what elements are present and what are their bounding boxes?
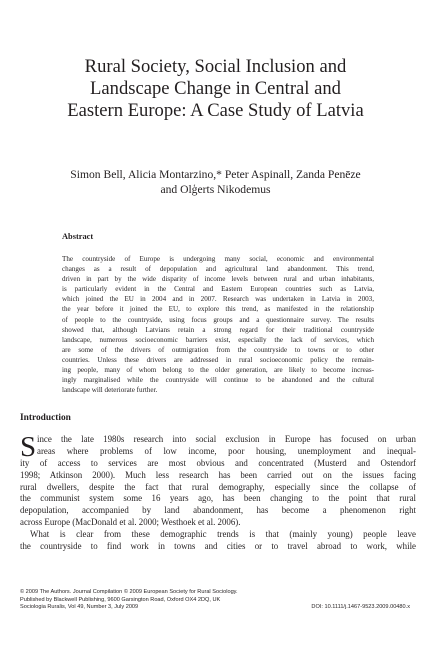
body-line: rural dwellers, despite the fact that rural demography, especially since the collapse of: [20, 481, 416, 492]
author-line: Simon Bell, Alicia Montarzino,* Peter Aspinall, Zanda Penēze: [70, 168, 361, 181]
title-line: Landscape Change in Central and: [90, 78, 341, 99]
abstract-line: are some of the drivers of outmigration from the countryside to towns or to other: [62, 345, 374, 354]
section-heading-introduction: Introduction: [20, 413, 71, 423]
abstract-line: landscape will deteriorate further.: [62, 386, 158, 395]
body-line: the communist system some 16 years ago, has been changing to the point that rural: [20, 493, 416, 504]
abstract-body: [62, 254, 374, 395]
abstract-line: ingly marginalised while the countryside will continue to be abandoned and the cultural: [62, 376, 374, 385]
abstract-line: of people to the countryside, using focus groups and a questionnaire survey. The results: [62, 315, 374, 324]
body-line: ity of access to services are most obvious and concentrated (Musterd and Ostendorf: [20, 457, 416, 468]
abstract-line: ing people, many of whom belong to the older generation, are likely to become increas-: [62, 366, 374, 375]
body-line: across Europe (MacDonald et al. 2000; Westhoek et al. 2006).: [20, 517, 241, 528]
abstract-line: the year before it joined the EU, to explore this trend, as manifested in the relationship: [62, 305, 374, 314]
citation-row: [20, 604, 410, 612]
abstract-line: showed that, although Latvians retain a strong regard for their traditional countryside: [62, 325, 374, 334]
body-text: [20, 431, 416, 553]
abstract-line: which joined the EU in 2004 and in 2007. Research was undertaken in Latvia in 2003,: [62, 295, 374, 304]
body-line: depopulation, accompanied by land abandonment, has become a phenomenon right: [20, 505, 416, 516]
abstract-line: landscape, numerous socioeconomic barriers exist, especially the lack of services, which: [62, 335, 374, 344]
title-line: Rural Society, Social Inclusion and: [84, 56, 347, 77]
page-footer: [20, 589, 410, 612]
abstract-heading: Abstract: [62, 232, 94, 241]
doi-label: DOI: 10.1111/j.1467-9523.2009.00480.x: [311, 604, 410, 611]
publisher-line: Published by Blackwell Publishing, 9600 Garsington Road, Oxford OX4 2DQ, UK: [20, 596, 221, 603]
abstract-line: The countryside of Europe is undergoing many social, economic and environmental: [62, 255, 374, 263]
title-line: Eastern Europe: A Case Study of Latvia: [67, 100, 364, 121]
copyright-line: © 2009 The Authors. Journal Compilation © 2009 European Society for Rural Sociology.: [20, 589, 238, 595]
body-line: ince the late 1980s research into social exclusion in Europe has focused on urban: [37, 434, 416, 444]
abstract-line: is particularly evident in the Central and Eastern European countries such as Latvia,: [62, 285, 374, 294]
abstract-line: countries. Unless these drivers are addressed in rural socioeconomic policy the remain-: [62, 355, 374, 364]
body-line: What is clear from these demographic trends is that (mainly young) people leave: [30, 529, 416, 540]
paper-title: [0, 56, 431, 122]
author-line: and Olģerts Nikodemus: [160, 183, 271, 196]
abstract-line: driven in part by the wide disparity of income levels between rural and urban inhabitants,: [62, 275, 374, 284]
body-line: the countryside to find work in towns and cities or to travel abroad to work, while: [20, 541, 416, 552]
abstract-line: changes as a result of depopulation and agricultural land abandonment. This trend,: [62, 265, 374, 274]
drop-cap: S: [20, 431, 37, 463]
journal-citation: Sociologia Ruralis, Vol 49, Number 3, July 2009: [20, 604, 139, 611]
author-list: [0, 167, 431, 197]
body-line: 1998; Atkinson 2000). Much less research has been carried out on the issues facing: [20, 469, 416, 480]
body-line: areas where problems of low income, poor housing, unemployment and inequal-: [37, 445, 416, 456]
